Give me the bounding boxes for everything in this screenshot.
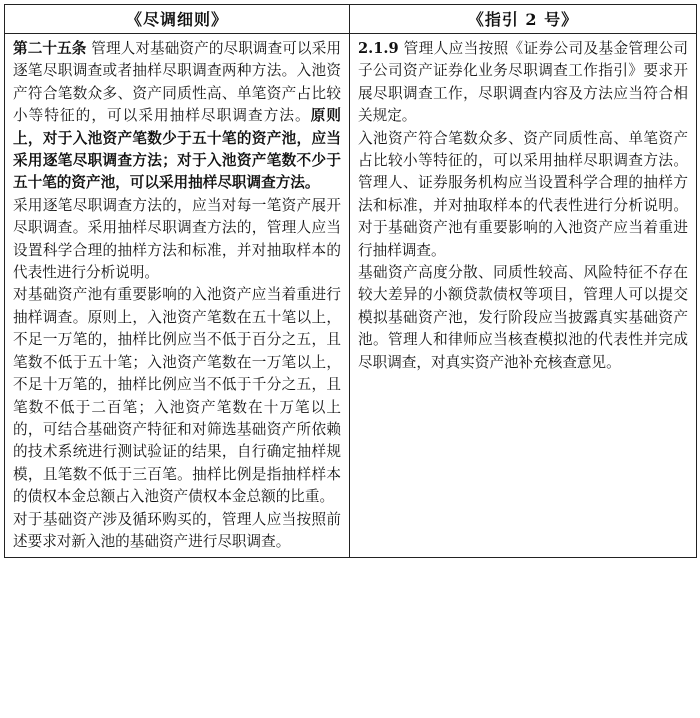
left-paragraph-2: 采用逐笔尽职调查方法的，应当对每一笔资产展开尽职调查。采用抽样尽职调查方法的，管理人应当设置科学合理的抽样方法和标准，并对抽取样本的代表性进行分析说明。 xyxy=(13,196,341,282)
right-cell xyxy=(350,34,697,558)
right-paragraph-1-text: 管理人应当按照《证券公司及基金管理公司子公司资产证券化业务尽职调查工作指引》要求开展尽职调查工作，尽职调查内容及方法应当符合相关规定。 xyxy=(358,40,688,125)
left-cell xyxy=(5,34,350,558)
header-right: 《指引 2 号》 xyxy=(350,5,697,34)
content-row xyxy=(5,34,697,558)
comparison-table xyxy=(4,4,697,558)
right-paragraph-1 xyxy=(358,38,688,128)
header-left: 《尽调细则》 xyxy=(5,5,350,34)
right-paragraph-3: 基础资产高度分散、同质性较高、风险特征不存在较大差异的小额贷款债权等项目，管理人可以提交模拟基础资产池，发行阶段应当披露真实基础资产池。管理人和律师应当核查模拟池的代表性并完成尽职调查，对真实资产池补充核查意见。 xyxy=(358,264,688,371)
right-paragraph-2: 入池资产符合笔数众多、资产同质性高、单笔资产占比较小等特征的，可以采用抽样尽职调查方法。管理人、证券服务机构应当设置科学合理的抽样方法和标准，并对抽取样本的代表性进行分析说明。对于基础资产池有重要影响的入池资产应当着重进行抽样调查。 xyxy=(358,129,688,259)
left-paragraph-4: 对于基础资产涉及循环购买的，管理人应当按照前述要求对新入池的基础资产进行尽职调查。 xyxy=(13,510,341,550)
article-number: 第二十五条 xyxy=(13,40,87,57)
left-paragraph-1-text: 管理人对基础资产的尽职调查可以采用逐笔尽职调查或者抽样尽职调查两种方法。入池资产符合笔数众多、资产同质性高、单笔资产占比较小等特征的，可以采用抽样尽职调查方法。 xyxy=(13,40,341,125)
clause-number: 2.1.9 xyxy=(358,40,399,57)
left-paragraph-3: 对基础资产池有重要影响的入池资产应当着重进行抽样调查。原则上，入池资产笔数在五十笔以上，不足一万笔的，抽样比例应当不低于百分之五，且笔数不低于五十笔；入池资产笔数在一万笔以上，不足十万笔的，抽样比例应当不低于千分之五，且笔数不低于二百笔；入池资产笔数在十万笔以上的，可结合基础资产特征和对筛选基础资产所依赖的技术系统进行测试验证的结果，自行确定抽样规模，且笔数不低于三百笔。抽样比例是指抽样样本的债权本金总额占入池资产债权本金总额的比重。 xyxy=(13,286,341,506)
left-paragraph-1 xyxy=(13,38,341,195)
left-paragraph-1-bold: 原则上，对于入池资产笔数少于五十笔的资产池，应当采用逐笔尽职调查方法；对于入池资产笔数不少于五十笔的资产池，可以采用抽样尽职调查方法。 xyxy=(13,107,341,192)
header-row xyxy=(5,5,697,34)
